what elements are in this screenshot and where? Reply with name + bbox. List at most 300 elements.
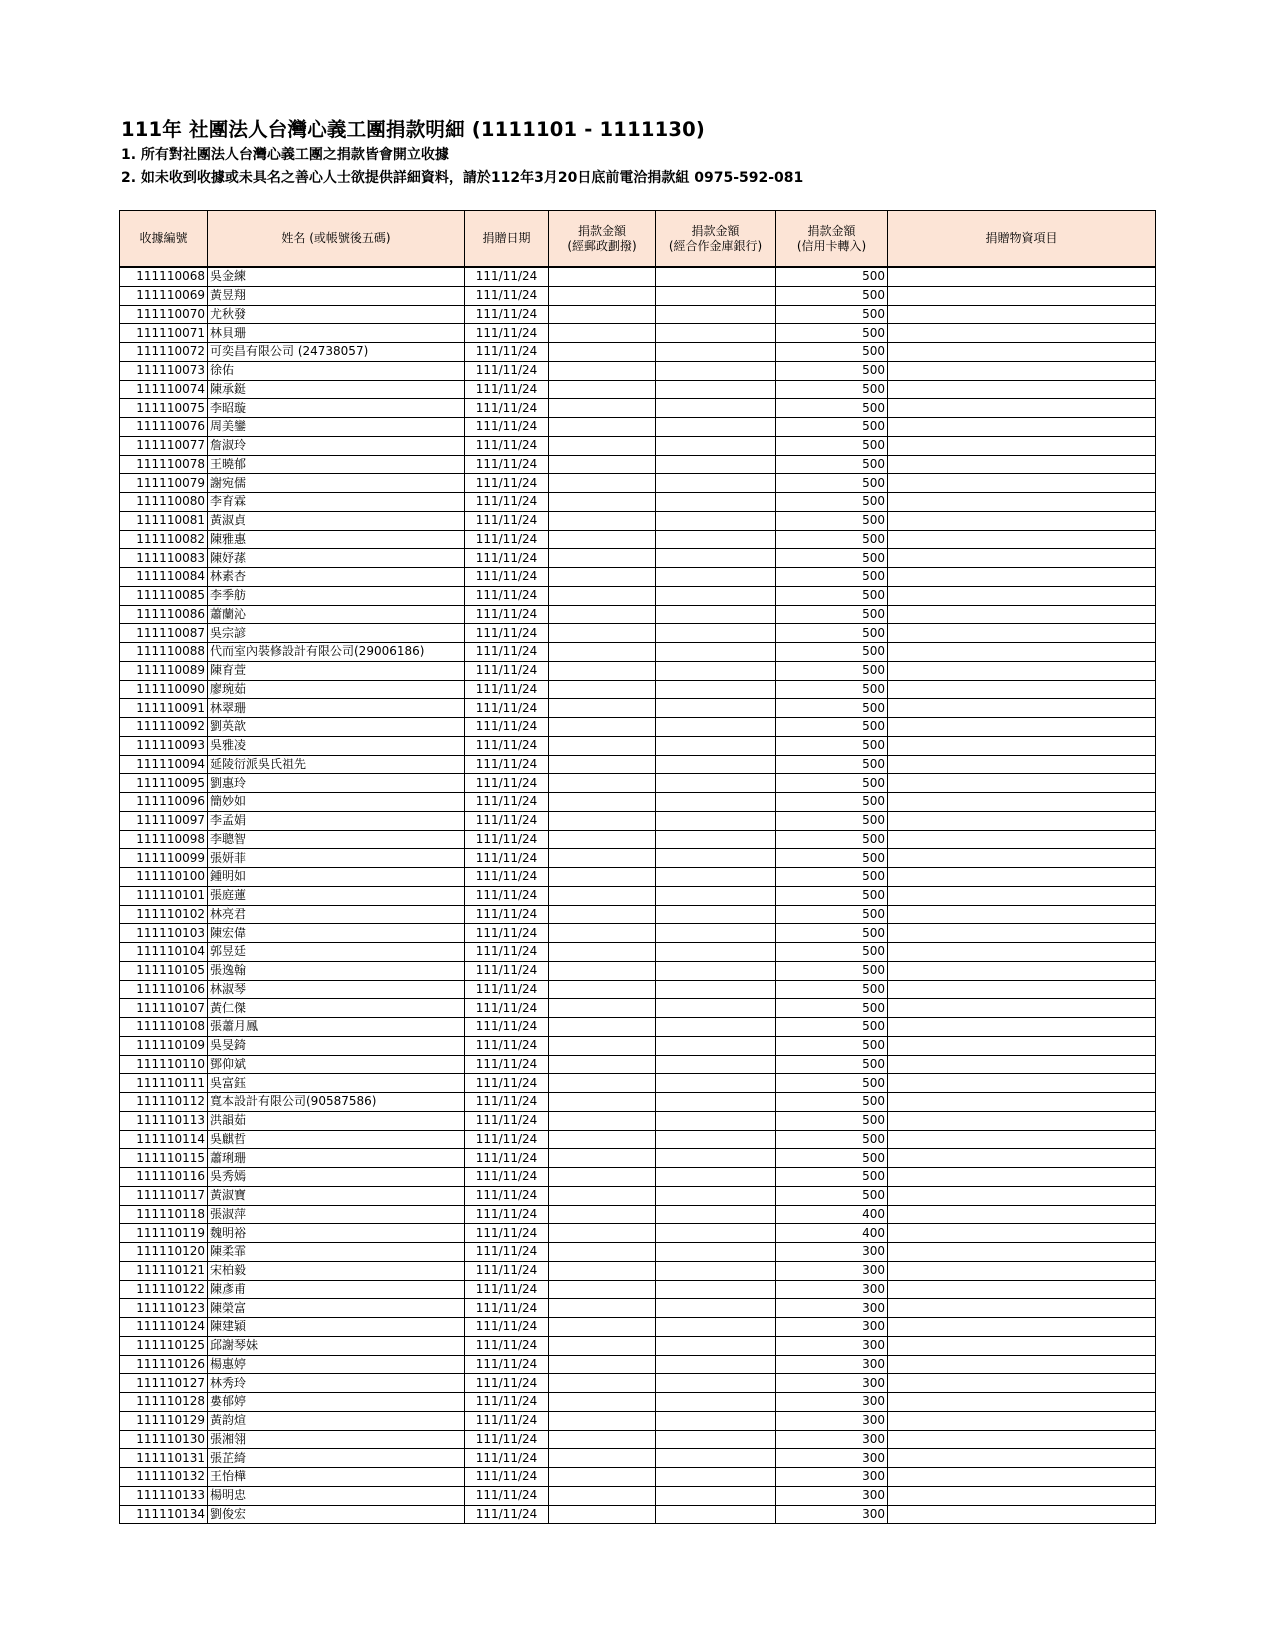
- donor-name-cell: 鄧仰斌: [208, 1055, 465, 1074]
- goods-cell: [888, 849, 1156, 868]
- card-amount-cell: 500: [776, 830, 888, 849]
- receipt-no-cell: 111110085: [120, 586, 208, 605]
- card-amount-cell: 500: [776, 924, 888, 943]
- bank-amount-cell: [656, 1393, 776, 1412]
- donor-name-cell: 蕭琍珊: [208, 1149, 465, 1168]
- table-row: [120, 868, 1156, 887]
- header-postal-line1: 捐款金額: [577, 223, 626, 238]
- receipt-no-cell: 111110095: [120, 774, 208, 793]
- donor-name-cell: 黃昱翔: [208, 286, 465, 305]
- donation-date-cell: 111/11/24: [465, 1111, 549, 1130]
- donor-name-cell: 黃仁傑: [208, 999, 465, 1018]
- card-amount-cell: 300: [776, 1243, 888, 1262]
- table-body: [120, 267, 1156, 1524]
- postal-amount-cell: [549, 1411, 656, 1430]
- bank-amount-cell: [656, 774, 776, 793]
- card-amount-cell: 500: [776, 1055, 888, 1074]
- donor-name-cell: 吳宗諺: [208, 624, 465, 643]
- postal-amount-cell: [549, 1468, 656, 1487]
- table-row: [120, 1018, 1156, 1037]
- header-card-line1: 捐款金額: [807, 223, 856, 238]
- card-amount-cell: 500: [776, 980, 888, 999]
- table-row: [120, 1149, 1156, 1168]
- table-row: [120, 267, 1156, 286]
- bank-amount-cell: [656, 718, 776, 737]
- bank-amount-cell: [656, 980, 776, 999]
- donation-date-cell: 111/11/24: [465, 1393, 549, 1412]
- donor-name-cell: 黃淑寶: [208, 1186, 465, 1205]
- receipt-no-cell: 111110108: [120, 1018, 208, 1037]
- header-bank-amount: [656, 211, 776, 268]
- donation-date-cell: 111/11/24: [465, 530, 549, 549]
- donor-name-cell: 林貝珊: [208, 324, 465, 343]
- card-amount-cell: 500: [776, 455, 888, 474]
- table-header-row: [120, 211, 1156, 268]
- postal-amount-cell: [549, 868, 656, 887]
- donation-date-cell: 111/11/24: [465, 661, 549, 680]
- donor-name-cell: 鍾明如: [208, 868, 465, 887]
- donation-date-cell: 111/11/24: [465, 1318, 549, 1337]
- donor-name-cell: 可奕昌有限公司 (24738057): [208, 343, 465, 362]
- donor-name-cell: 陳彥甫: [208, 1280, 465, 1299]
- bank-amount-cell: [656, 549, 776, 568]
- card-amount-cell: 300: [776, 1374, 888, 1393]
- donor-name-cell: 劉俊宏: [208, 1505, 465, 1524]
- postal-amount-cell: [549, 1093, 656, 1112]
- donation-date-cell: 111/11/24: [465, 586, 549, 605]
- donor-name-cell: 劉惠玲: [208, 774, 465, 793]
- goods-cell: [888, 999, 1156, 1018]
- bank-amount-cell: [656, 680, 776, 699]
- card-amount-cell: 500: [776, 399, 888, 418]
- postal-amount-cell: [549, 1149, 656, 1168]
- receipt-no-cell: 111110099: [120, 849, 208, 868]
- goods-cell: [888, 811, 1156, 830]
- bank-amount-cell: [656, 1243, 776, 1262]
- postal-amount-cell: [549, 774, 656, 793]
- receipt-no-cell: 111110105: [120, 961, 208, 980]
- goods-cell: [888, 868, 1156, 887]
- card-amount-cell: 300: [776, 1299, 888, 1318]
- table-row: [120, 793, 1156, 812]
- bank-amount-cell: [656, 1355, 776, 1374]
- card-amount-cell: 500: [776, 474, 888, 493]
- bank-amount-cell: [656, 1093, 776, 1112]
- bank-amount-cell: [656, 1261, 776, 1280]
- card-amount-cell: 300: [776, 1355, 888, 1374]
- card-amount-cell: 500: [776, 868, 888, 887]
- receipt-no-cell: 111110106: [120, 980, 208, 999]
- donation-date-cell: 111/11/24: [465, 1036, 549, 1055]
- goods-cell: [888, 886, 1156, 905]
- receipt-no-cell: 111110092: [120, 718, 208, 737]
- donation-date-cell: 111/11/24: [465, 1505, 549, 1524]
- table-row: [120, 905, 1156, 924]
- table-row: [120, 924, 1156, 943]
- donor-name-cell: 徐佑: [208, 361, 465, 380]
- card-amount-cell: 500: [776, 1186, 888, 1205]
- donor-name-cell: 謝宛儒: [208, 474, 465, 493]
- goods-cell: [888, 267, 1156, 286]
- card-amount-cell: 500: [776, 718, 888, 737]
- bank-amount-cell: [656, 1411, 776, 1430]
- goods-cell: [888, 1393, 1156, 1412]
- donor-name-cell: 李育霖: [208, 493, 465, 512]
- table-row: [120, 755, 1156, 774]
- donation-date-cell: 111/11/24: [465, 493, 549, 512]
- postal-amount-cell: [549, 1186, 656, 1205]
- receipt-no-cell: 111110071: [120, 324, 208, 343]
- table-row: [120, 1036, 1156, 1055]
- receipt-no-cell: 111110120: [120, 1243, 208, 1262]
- donor-name-cell: 簡妙如: [208, 793, 465, 812]
- card-amount-cell: 500: [776, 493, 888, 512]
- postal-amount-cell: [549, 586, 656, 605]
- postal-amount-cell: [549, 905, 656, 924]
- table-row: [120, 1336, 1156, 1355]
- goods-cell: [888, 1318, 1156, 1337]
- donor-name-cell: 魏明裕: [208, 1224, 465, 1243]
- bank-amount-cell: [656, 943, 776, 962]
- card-amount-cell: 500: [776, 418, 888, 437]
- donation-date-cell: 111/11/24: [465, 1186, 549, 1205]
- donation-table: [119, 210, 1156, 1524]
- card-amount-cell: 500: [776, 586, 888, 605]
- table-row: [120, 830, 1156, 849]
- postal-amount-cell: [549, 1130, 656, 1149]
- table-row: [120, 849, 1156, 868]
- donation-date-cell: 111/11/24: [465, 1224, 549, 1243]
- card-amount-cell: 400: [776, 1224, 888, 1243]
- bank-amount-cell: [656, 1149, 776, 1168]
- receipt-no-cell: 111110089: [120, 661, 208, 680]
- receipt-no-cell: 111110090: [120, 680, 208, 699]
- postal-amount-cell: [549, 568, 656, 587]
- receipt-no-cell: 111110070: [120, 305, 208, 324]
- header-card-amount: [776, 211, 888, 268]
- receipt-no-cell: 111110132: [120, 1468, 208, 1487]
- table-row: [120, 286, 1156, 305]
- table-row: [120, 886, 1156, 905]
- goods-cell: [888, 1149, 1156, 1168]
- donor-name-cell: 黃韵煊: [208, 1411, 465, 1430]
- goods-cell: [888, 305, 1156, 324]
- receipt-note: 1. 所有對社團法人台灣心義工團之捐款皆會開立收據: [121, 147, 449, 163]
- table-row: [120, 436, 1156, 455]
- postal-amount-cell: [549, 1243, 656, 1262]
- postal-amount-cell: [549, 511, 656, 530]
- table-row: [120, 586, 1156, 605]
- table-row: [120, 736, 1156, 755]
- donation-date-cell: 111/11/24: [465, 980, 549, 999]
- receipt-no-cell: 111110086: [120, 605, 208, 624]
- table-row: [120, 511, 1156, 530]
- goods-cell: [888, 943, 1156, 962]
- goods-cell: [888, 830, 1156, 849]
- header-bank-line1: 捐款金額: [691, 223, 740, 238]
- table-row: [120, 1486, 1156, 1505]
- bank-amount-cell: [656, 661, 776, 680]
- card-amount-cell: 500: [776, 943, 888, 962]
- table-row: [120, 1299, 1156, 1318]
- goods-cell: [888, 1111, 1156, 1130]
- receipt-no-cell: 111110117: [120, 1186, 208, 1205]
- document-title: 111年 社團法人台灣心義工團捐款明細 (1111101 - 1111130): [121, 118, 706, 141]
- postal-amount-cell: [549, 943, 656, 962]
- donor-name-cell: 楊惠婷: [208, 1355, 465, 1374]
- donor-name-cell: 張湘翎: [208, 1430, 465, 1449]
- receipt-no-cell: 111110084: [120, 568, 208, 587]
- receipt-no-cell: 111110103: [120, 924, 208, 943]
- donation-date-cell: 111/11/24: [465, 605, 549, 624]
- postal-amount-cell: [549, 1486, 656, 1505]
- receipt-no-cell: 111110121: [120, 1261, 208, 1280]
- table-row: [120, 1468, 1156, 1487]
- goods-cell: [888, 699, 1156, 718]
- postal-amount-cell: [549, 267, 656, 286]
- table-row: [120, 549, 1156, 568]
- receipt-no-cell: 111110115: [120, 1149, 208, 1168]
- donor-name-cell: 郭昱廷: [208, 943, 465, 962]
- receipt-no-cell: 111110102: [120, 905, 208, 924]
- postal-amount-cell: [549, 399, 656, 418]
- receipt-no-cell: 111110123: [120, 1299, 208, 1318]
- receipt-no-cell: 111110126: [120, 1355, 208, 1374]
- table-row: [120, 774, 1156, 793]
- donation-date-cell: 111/11/24: [465, 886, 549, 905]
- donation-date-cell: 111/11/24: [465, 474, 549, 493]
- donor-name-cell: 吳雅凌: [208, 736, 465, 755]
- donor-name-cell: 陳柔霏: [208, 1243, 465, 1262]
- postal-amount-cell: [549, 1355, 656, 1374]
- postal-amount-cell: [549, 380, 656, 399]
- donation-date-cell: 111/11/24: [465, 1205, 549, 1224]
- card-amount-cell: 500: [776, 530, 888, 549]
- donor-name-cell: 李季舫: [208, 586, 465, 605]
- table-row: [120, 624, 1156, 643]
- bank-amount-cell: [656, 1449, 776, 1468]
- donor-name-cell: 劉英歆: [208, 718, 465, 737]
- donation-date-cell: 111/11/24: [465, 1280, 549, 1299]
- bank-amount-cell: [656, 1130, 776, 1149]
- card-amount-cell: 300: [776, 1505, 888, 1524]
- donation-date-cell: 111/11/24: [465, 1093, 549, 1112]
- card-amount-cell: 500: [776, 361, 888, 380]
- table-row: [120, 1243, 1156, 1262]
- bank-amount-cell: [656, 1036, 776, 1055]
- bank-amount-cell: [656, 474, 776, 493]
- bank-amount-cell: [656, 1318, 776, 1337]
- goods-cell: [888, 793, 1156, 812]
- postal-amount-cell: [549, 961, 656, 980]
- bank-amount-cell: [656, 380, 776, 399]
- donor-name-cell: 林亮君: [208, 905, 465, 924]
- donor-name-cell: 吳富鈺: [208, 1074, 465, 1093]
- donation-date-cell: 111/11/24: [465, 418, 549, 437]
- card-amount-cell: 500: [776, 811, 888, 830]
- table-row: [120, 1074, 1156, 1093]
- goods-cell: [888, 418, 1156, 437]
- bank-amount-cell: [656, 849, 776, 868]
- donation-date-cell: 111/11/24: [465, 643, 549, 662]
- bank-amount-cell: [656, 324, 776, 343]
- table-row: [120, 1205, 1156, 1224]
- donation-date-cell: 111/11/24: [465, 699, 549, 718]
- card-amount-cell: 500: [776, 380, 888, 399]
- receipt-no-cell: 111110091: [120, 699, 208, 718]
- table-row: [120, 1186, 1156, 1205]
- goods-cell: [888, 568, 1156, 587]
- table-row: [120, 1055, 1156, 1074]
- card-amount-cell: 500: [776, 643, 888, 662]
- receipt-no-cell: 111110083: [120, 549, 208, 568]
- card-amount-cell: 500: [776, 1111, 888, 1130]
- bank-amount-cell: [656, 1374, 776, 1393]
- donation-date-cell: 111/11/24: [465, 1430, 549, 1449]
- postal-amount-cell: [549, 343, 656, 362]
- bank-amount-cell: [656, 755, 776, 774]
- receipt-no-cell: 111110075: [120, 399, 208, 418]
- table-row: [120, 1168, 1156, 1187]
- donor-name-cell: 寬本設計有限公司(90587586): [208, 1093, 465, 1112]
- card-amount-cell: 300: [776, 1336, 888, 1355]
- receipt-no-cell: 111110080: [120, 493, 208, 512]
- donation-date-cell: 111/11/24: [465, 1168, 549, 1187]
- donor-name-cell: 尤秋發: [208, 305, 465, 324]
- card-amount-cell: 300: [776, 1280, 888, 1299]
- donor-name-cell: 林秀玲: [208, 1374, 465, 1393]
- goods-cell: [888, 718, 1156, 737]
- donation-date-cell: 111/11/24: [465, 774, 549, 793]
- table-row: [120, 1093, 1156, 1112]
- donation-date-cell: 111/11/24: [465, 1130, 549, 1149]
- postal-amount-cell: [549, 1299, 656, 1318]
- donation-date-cell: 111/11/24: [465, 1261, 549, 1280]
- postal-amount-cell: [549, 849, 656, 868]
- goods-cell: [888, 1449, 1156, 1468]
- header-name: 姓名 (或帳號後五碼): [208, 211, 465, 268]
- card-amount-cell: 500: [776, 343, 888, 362]
- goods-cell: [888, 961, 1156, 980]
- donor-name-cell: 洪韻茹: [208, 1111, 465, 1130]
- receipt-no-cell: 111110129: [120, 1411, 208, 1430]
- goods-cell: [888, 924, 1156, 943]
- header-receipt-no: 收據編號: [120, 211, 208, 268]
- table-row: [120, 1355, 1156, 1374]
- table-row: [120, 643, 1156, 662]
- donor-name-cell: 陳雅惠: [208, 530, 465, 549]
- card-amount-cell: 500: [776, 661, 888, 680]
- card-amount-cell: 500: [776, 699, 888, 718]
- donation-date-cell: 111/11/24: [465, 718, 549, 737]
- table-row: [120, 324, 1156, 343]
- bank-amount-cell: [656, 1224, 776, 1243]
- postal-amount-cell: [549, 886, 656, 905]
- card-amount-cell: 300: [776, 1261, 888, 1280]
- donation-date-cell: 111/11/24: [465, 455, 549, 474]
- bank-amount-cell: [656, 1430, 776, 1449]
- postal-amount-cell: [549, 1111, 656, 1130]
- bank-amount-cell: [656, 493, 776, 512]
- receipt-no-cell: 111110097: [120, 811, 208, 830]
- table-row: [120, 343, 1156, 362]
- postal-amount-cell: [549, 1224, 656, 1243]
- goods-cell: [888, 1336, 1156, 1355]
- goods-cell: [888, 1505, 1156, 1524]
- contact-note: 2. 如未收到收據或未具名之善心人士欲提供詳細資料，請於112年3月20日底前電洽捐款組 0975-592-081: [121, 170, 804, 186]
- goods-cell: [888, 549, 1156, 568]
- donor-name-cell: 林素杏: [208, 568, 465, 587]
- donor-name-cell: 張蕭月鳳: [208, 1018, 465, 1037]
- goods-cell: [888, 1468, 1156, 1487]
- card-amount-cell: 500: [776, 1036, 888, 1055]
- goods-cell: [888, 493, 1156, 512]
- donor-name-cell: 李孟娟: [208, 811, 465, 830]
- donor-name-cell: 周美鑾: [208, 418, 465, 437]
- table-row: [120, 811, 1156, 830]
- donation-date-cell: 111/11/24: [465, 868, 549, 887]
- bank-amount-cell: [656, 511, 776, 530]
- bank-amount-cell: [656, 624, 776, 643]
- goods-cell: [888, 1411, 1156, 1430]
- table-row: [120, 1449, 1156, 1468]
- donor-name-cell: 吳金練: [208, 267, 465, 286]
- bank-amount-cell: [656, 699, 776, 718]
- card-amount-cell: 500: [776, 305, 888, 324]
- postal-amount-cell: [549, 1336, 656, 1355]
- receipt-no-cell: 111110109: [120, 1036, 208, 1055]
- donor-name-cell: 王曉郁: [208, 455, 465, 474]
- bank-amount-cell: [656, 905, 776, 924]
- table-row: [120, 605, 1156, 624]
- card-amount-cell: 300: [776, 1430, 888, 1449]
- postal-amount-cell: [549, 1205, 656, 1224]
- receipt-no-cell: 111110131: [120, 1449, 208, 1468]
- bank-amount-cell: [656, 793, 776, 812]
- donation-date-cell: 111/11/24: [465, 1486, 549, 1505]
- donor-name-cell: 吳旻錡: [208, 1036, 465, 1055]
- goods-cell: [888, 586, 1156, 605]
- header-card-line2: (信用卡轉入): [796, 238, 867, 253]
- receipt-no-cell: 111110111: [120, 1074, 208, 1093]
- donor-name-cell: 延陵衍派吳氏祖先: [208, 755, 465, 774]
- postal-amount-cell: [549, 830, 656, 849]
- table-row: [120, 699, 1156, 718]
- donation-date-cell: 111/11/24: [465, 680, 549, 699]
- table-row: [120, 493, 1156, 512]
- postal-amount-cell: [549, 680, 656, 699]
- goods-cell: [888, 286, 1156, 305]
- postal-amount-cell: [549, 324, 656, 343]
- donor-name-cell: 陳承鋌: [208, 380, 465, 399]
- goods-cell: [888, 511, 1156, 530]
- goods-cell: [888, 324, 1156, 343]
- donation-date-cell: 111/11/24: [465, 286, 549, 305]
- bank-amount-cell: [656, 418, 776, 437]
- bank-amount-cell: [656, 1505, 776, 1524]
- card-amount-cell: 400: [776, 1205, 888, 1224]
- goods-cell: [888, 1374, 1156, 1393]
- postal-amount-cell: [549, 755, 656, 774]
- bank-amount-cell: [656, 811, 776, 830]
- donation-date-cell: 111/11/24: [465, 736, 549, 755]
- goods-cell: [888, 736, 1156, 755]
- donation-date-cell: 111/11/24: [465, 793, 549, 812]
- goods-cell: [888, 680, 1156, 699]
- donation-date-cell: 111/11/24: [465, 1374, 549, 1393]
- postal-amount-cell: [549, 361, 656, 380]
- goods-cell: [888, 774, 1156, 793]
